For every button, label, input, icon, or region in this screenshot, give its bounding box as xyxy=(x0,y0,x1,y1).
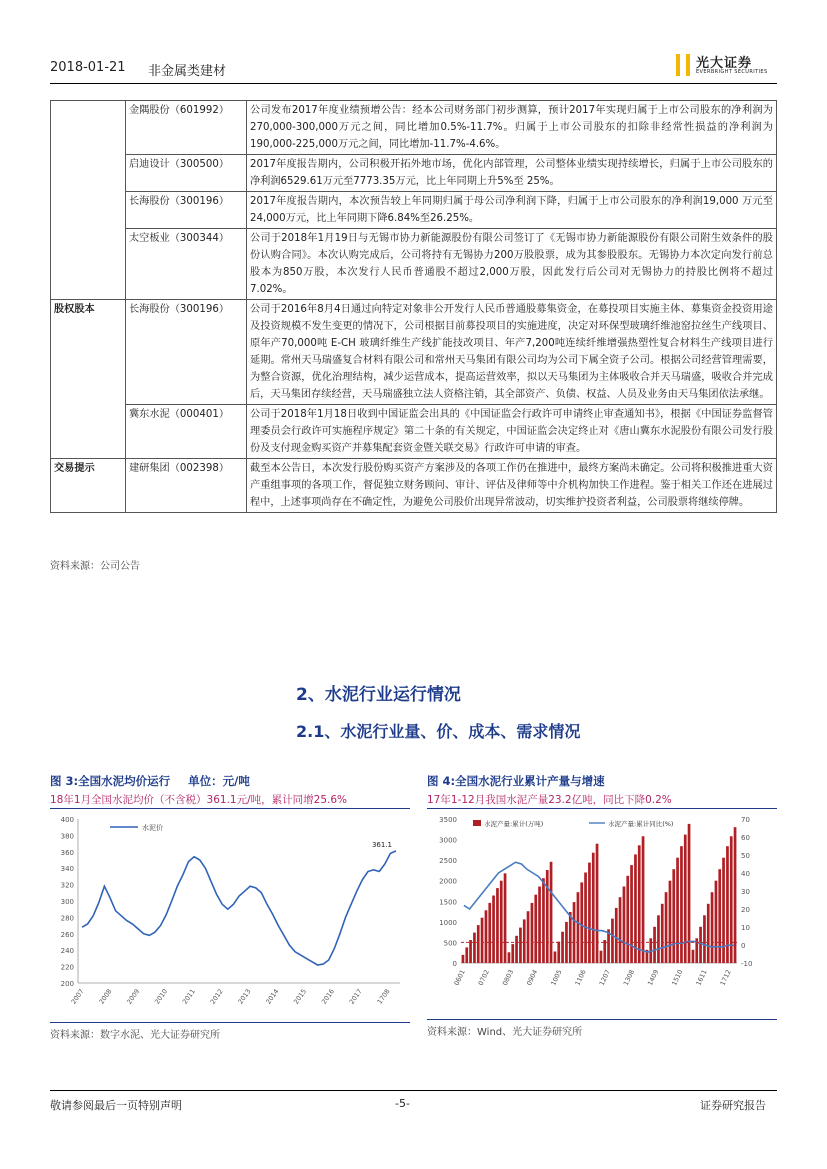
output-bar xyxy=(477,925,480,963)
table-row xyxy=(51,101,777,155)
y-left-tick-label: 500 xyxy=(443,939,457,948)
table-row xyxy=(51,459,777,513)
table-source: 资料来源：公司公告 xyxy=(50,561,140,572)
output-bar xyxy=(554,952,557,964)
output-bar xyxy=(672,869,675,963)
last-value-label: 361.1 xyxy=(371,840,392,849)
figure3-rule xyxy=(50,808,410,809)
output-bar xyxy=(718,869,721,963)
y-right-tick-label: -10 xyxy=(741,960,753,968)
output-bar xyxy=(692,950,695,963)
x-tick-label: 1510 xyxy=(670,968,685,987)
legend-label: 水泥价 xyxy=(142,824,163,832)
brand-logo xyxy=(676,52,786,78)
company-cell: 启迪设计（300500） xyxy=(126,155,247,192)
y-tick-label: 380 xyxy=(60,832,74,841)
announcement-text: 2017年度报告期内，公司积极开拓外地市场，优化内部管理，公司整体业绩实现持续增长，归属于上市公司股东的净利润6529.61万元至7773.35万元，比上年同期上升5%至 25%。 xyxy=(247,155,777,192)
company-cell: 太空板业（300344） xyxy=(126,229,247,300)
y-tick-label: 200 xyxy=(60,980,74,988)
y-tick-label: 300 xyxy=(60,898,74,906)
y-right-tick-label: 60 xyxy=(741,834,750,842)
y-left-tick-label: 3000 xyxy=(439,836,457,845)
announcement-text: 公司于2016年8月4日通过向特定对象非公开发行人民币普通股募集资金，在募投项目实施主体、募集资金投资用途及投资规模不发生变更的情况下，公司根据目前募投项目的实施进度，决定对环保型玻璃纤维池窑拉丝生产线项目、原年产70,000吨 E-CH 玻璃纤维生产线扩能技改项目、年产7,200吨连续纤维增强热塑性复合材料生产线项目进行延期。常州天马瑞盛复合材料有限公司和常州天马集团有限公司均为公司下属全资子公司。根据公司经营管理需要，为整合资源，优化治理结构，减少运营成本，提高运营效率，拟以天马集团为主体吸收合并天马瑞盛，吸收合并完成后，天马集团存续经营，天马瑞盛独立法人资格注销，其全部资产、负债、权益、人员及业务由天马集团依法承继。 xyxy=(247,300,777,405)
output-bar xyxy=(492,896,495,964)
announcement-text: 2017年度报告期内，本次预告较上年同期归属于母公司净利润下降，归属于上市公司股东的净利润19,000 万元至24,000万元，比上年同期下降6.84%至26.25%。 xyxy=(247,192,777,229)
figure3-title xyxy=(50,773,250,789)
figure4-subtitle: 17年1-12月我国水泥产量23.2亿吨，同比下降0.2% xyxy=(427,794,672,806)
x-tick-label: 2008 xyxy=(97,987,114,1006)
figure3-subtitle: 18年1月全国水泥均价（不含税）361.1元/吨，累计同增25.6% xyxy=(50,794,347,806)
x-tick-label: 1308 xyxy=(621,968,637,987)
y-right-tick-label: 10 xyxy=(741,924,750,932)
report-sector: 非金属类建材 xyxy=(148,64,227,79)
y-left-tick-label: 2000 xyxy=(439,877,457,886)
y-left-tick-label: 1000 xyxy=(439,918,457,927)
output-bar xyxy=(603,940,606,963)
output-bar xyxy=(734,827,737,963)
x-tick-label: 0904 xyxy=(525,968,540,987)
output-bar xyxy=(569,912,572,963)
logo-icon xyxy=(676,54,690,76)
x-tick-label: 2013 xyxy=(236,987,253,1006)
y-left-tick-label: 0 xyxy=(452,960,457,968)
category-cell xyxy=(51,101,126,300)
x-tick-label: 1207 xyxy=(597,968,612,987)
announcement-text: 截至本公告日，本次发行股份购买资产方案涉及的各项工作仍在推进中，最终方案尚未确定。公司将积极推进重大资产重组事项的各项工作，督促独立财务顾问、审计、评估及律师等中介机构加快工作进程。鉴于相关工作还在进展过程中，上述事项尚存在不确定性，为避免公司股价出现异常波动，切实维护投资者利益，公司股票将继续停牌。 xyxy=(247,459,777,513)
output-bar xyxy=(465,947,468,963)
y-tick-label: 340 xyxy=(60,865,74,874)
subsection-heading: 2.1、水泥行业量、价、成本、需求情况 xyxy=(296,722,581,741)
y-tick-label: 220 xyxy=(60,963,74,972)
header-divider xyxy=(50,83,777,84)
table-row xyxy=(51,300,777,405)
output-bar xyxy=(538,887,541,964)
table-row xyxy=(51,405,777,459)
output-bar xyxy=(523,919,526,963)
y-left-tick-label: 2500 xyxy=(439,857,457,866)
output-bar xyxy=(542,878,545,963)
category-cell: 股权股本 xyxy=(51,300,126,459)
figure3-bottom-rule xyxy=(50,1022,410,1023)
output-bar xyxy=(699,927,702,963)
x-tick-label: 2014 xyxy=(264,987,281,1006)
footer-report-type: 证券研究报告 xyxy=(700,1099,766,1112)
y-tick-label: 260 xyxy=(60,930,74,939)
section-heading: 2、水泥行业运行情况 xyxy=(296,685,461,705)
x-tick-label: 1611 xyxy=(694,968,709,987)
table-row xyxy=(51,192,777,229)
company-cell: 金隅股份（601992） xyxy=(126,101,247,155)
table-row xyxy=(51,155,777,192)
y-tick-label: 360 xyxy=(60,848,74,857)
x-tick-label: 2015 xyxy=(292,987,309,1006)
x-tick-label: 1409 xyxy=(646,968,661,987)
output-bar xyxy=(669,881,672,963)
figure4-source: 资料来源：Wind、光大证券研究所 xyxy=(427,1027,583,1038)
figure4-title: 图 4:全国水泥行业累计产量与增速 xyxy=(427,774,605,788)
output-bar xyxy=(707,904,710,963)
output-bar xyxy=(488,903,491,963)
logo-subtext: EVERBRIGHT SECURITIES xyxy=(696,69,768,75)
x-tick-label: 2007 xyxy=(69,987,86,1006)
announcement-text: 公司于2018年1月19日与无锡市协力新能源股份有限公司签订了《无锡市协力新能源股份有限公司附生效条件的股份认购合同》。本次认购完成后，公司将持有无锡协力200万股股票，成为其参股股东。无锡协力本次定向发行前总股本为850万股，本次发行人民币普通股不超过2,000万股，因此发行后公司对无锡协力的持股比例将不超过7.02%。 xyxy=(247,229,777,300)
output-bar xyxy=(462,955,465,963)
y-left-tick-label: 3500 xyxy=(439,816,457,824)
y-tick-label: 320 xyxy=(60,881,74,890)
figure4-rule xyxy=(427,808,777,809)
output-bar xyxy=(508,952,511,963)
output-bar xyxy=(481,918,484,963)
x-tick-label: 2011 xyxy=(180,987,197,1006)
output-bar xyxy=(661,904,664,963)
announcement-table xyxy=(50,100,777,513)
output-bar xyxy=(623,887,626,964)
x-tick-label: 1712 xyxy=(718,968,733,987)
output-bar xyxy=(485,910,488,963)
figure3-title-text: 图 3:全国水泥均价运行 xyxy=(50,774,171,788)
x-tick-label: 2017 xyxy=(347,987,364,1006)
output-bar xyxy=(561,932,564,963)
output-bar xyxy=(630,865,633,963)
footer-disclaimer: 敬请参阅最后一页特别声明 xyxy=(50,1099,182,1112)
y-right-tick-label: 20 xyxy=(741,906,750,914)
cement-output-chart xyxy=(427,811,777,1016)
y-right-tick-label: 30 xyxy=(741,888,750,896)
figure4-bottom-rule xyxy=(427,1019,777,1020)
output-bar xyxy=(642,836,645,963)
table-row xyxy=(51,229,777,300)
y-right-tick-label: 40 xyxy=(741,870,750,878)
output-bar xyxy=(500,881,503,963)
output-bar xyxy=(515,936,518,963)
x-tick-label: 0803 xyxy=(500,968,516,987)
output-bar xyxy=(638,845,641,963)
logo-text: 光大证券 xyxy=(696,56,753,71)
company-cell: 长海股份（300196） xyxy=(126,192,247,229)
output-bar xyxy=(615,908,618,963)
y-right-tick-label: 0 xyxy=(741,942,746,950)
output-bar xyxy=(473,933,476,963)
y-left-tick-label: 1500 xyxy=(439,898,457,907)
output-bar xyxy=(584,873,587,964)
output-bar xyxy=(596,844,599,963)
output-bar xyxy=(511,944,514,963)
output-bar xyxy=(653,927,656,963)
output-bar xyxy=(600,951,603,963)
output-bar xyxy=(592,853,595,963)
figure3-unit: 单位：元/吨 xyxy=(188,774,250,788)
output-bar xyxy=(550,862,553,963)
legend-bar-label: 水泥产量:累计(万吨) xyxy=(484,820,544,828)
output-bar xyxy=(730,836,733,963)
output-bar xyxy=(504,873,507,963)
y-tick-label: 280 xyxy=(60,914,74,923)
legend-line-label: 水泥产量:累计同比(%) xyxy=(608,820,674,828)
company-cell: 长海股份（300196） xyxy=(126,300,247,405)
output-bar xyxy=(611,919,614,963)
output-bar xyxy=(519,928,522,963)
output-bar xyxy=(469,940,472,963)
y-tick-label: 240 xyxy=(60,947,74,956)
announcement-text: 公司发布2017年度业绩预增公告：经本公司财务部门初步测算，预计2017年实现归属于上市公司股东的净利润为270,000-300,000万元之间，同比增加0.5%-11.7%。归属于上市公司股东的扣除非经常性损益的净利润为190,000-225,000万元之间，同比增加-11.7%-4.6%。 xyxy=(247,101,777,155)
x-tick-label: 0601 xyxy=(452,968,467,987)
x-tick-label: 1106 xyxy=(573,968,588,987)
output-bar xyxy=(703,915,706,963)
output-bar xyxy=(496,888,499,963)
x-tick-label: 1708 xyxy=(375,987,392,1006)
output-bar xyxy=(665,892,668,963)
x-tick-label: 0702 xyxy=(476,968,491,987)
output-bar xyxy=(531,903,534,963)
x-tick-label: 2009 xyxy=(125,987,142,1006)
y-tick-label: 400 xyxy=(60,816,74,824)
x-tick-label: 2012 xyxy=(208,987,225,1006)
output-bar xyxy=(534,895,537,963)
footer-divider xyxy=(50,1090,777,1091)
output-bar xyxy=(657,915,660,963)
output-bar xyxy=(619,897,622,963)
output-bar xyxy=(577,892,580,963)
output-bar xyxy=(684,835,687,963)
output-bar xyxy=(527,911,530,963)
output-bar xyxy=(626,876,629,963)
output-bar xyxy=(546,870,549,963)
y-right-tick-label: 50 xyxy=(741,852,750,860)
category-cell: 交易提示 xyxy=(51,459,126,513)
output-bar xyxy=(588,863,591,963)
y-right-tick-label: 70 xyxy=(741,816,750,824)
price-series-line xyxy=(82,851,396,965)
company-cell: 冀东水泥（000401） xyxy=(126,405,247,459)
announcement-text: 公司于2018年1月18日收到中国证监会出具的《中国证监会行政许可申请终止审查通知书》，根据《中国证券监督管理委员会行政许可实施程序规定》第二十条的有关规定，中国证监会决定终止对《唐山冀东水泥股份有限公司发行股份及支付现金购买资产并募集配套资金暨关联交易》行政许可申请的审查。 xyxy=(247,405,777,459)
output-bar xyxy=(676,858,679,963)
output-bar xyxy=(711,892,714,963)
legend-bar-swatch xyxy=(473,820,481,826)
x-tick-label: 1005 xyxy=(549,968,564,987)
output-bar xyxy=(557,942,560,963)
output-bar xyxy=(680,846,683,963)
cement-price-chart xyxy=(50,811,412,1023)
output-bar xyxy=(715,881,718,963)
output-bar xyxy=(580,882,583,963)
company-cell: 建研集团（002398） xyxy=(126,459,247,513)
output-bar xyxy=(573,902,576,963)
report-date: 2018-01-21 xyxy=(50,60,126,75)
figure3-source: 资料来源：数字水泥、光大证券研究所 xyxy=(50,1030,220,1041)
x-tick-label: 2010 xyxy=(153,987,170,1006)
x-tick-label: 2016 xyxy=(319,987,337,1006)
page-number: -5- xyxy=(395,1097,410,1110)
